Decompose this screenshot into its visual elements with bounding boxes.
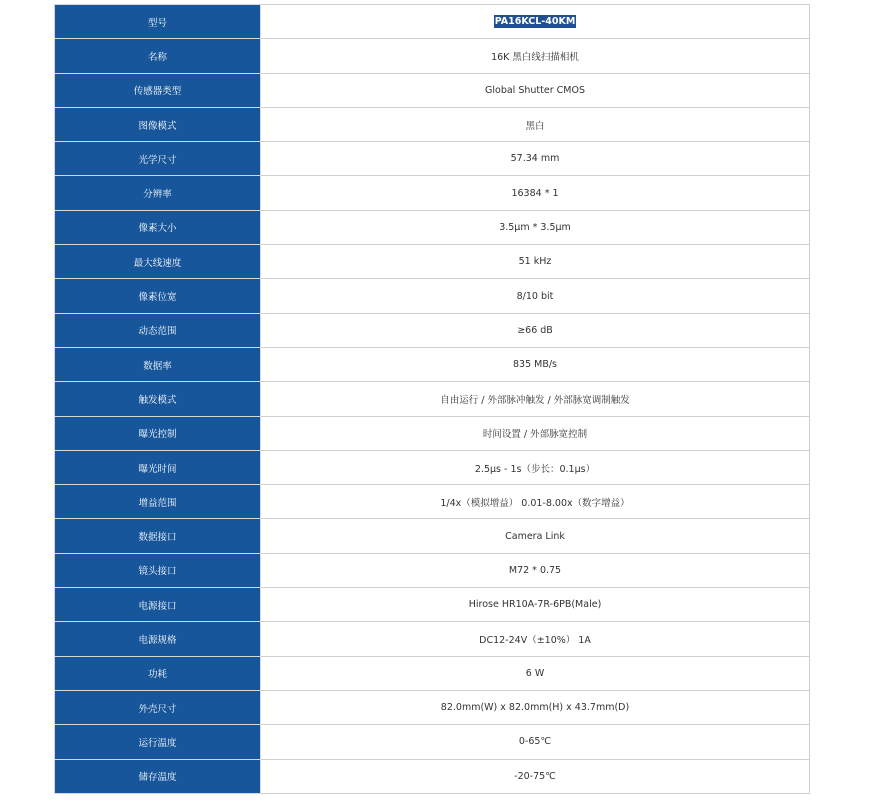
spec-value: 黑白 <box>261 107 810 141</box>
table-row <box>55 347 810 381</box>
table-row <box>55 485 810 519</box>
spec-label: 增益范围 <box>55 485 261 519</box>
spec-value: 8/10 bit <box>261 279 810 313</box>
table-row <box>55 245 810 279</box>
spec-value: 16384 * 1 <box>261 176 810 210</box>
spec-value: 57.34 mm <box>261 142 810 176</box>
spec-value: 2.5μs - 1s（步长：0.1μs） <box>261 450 810 484</box>
table-row <box>55 553 810 587</box>
spec-label: 储存温度 <box>55 759 261 793</box>
table-row <box>55 382 810 416</box>
table-row <box>55 450 810 484</box>
spec-table <box>54 4 810 794</box>
spec-label: 光学尺寸 <box>55 142 261 176</box>
table-row <box>55 142 810 176</box>
spec-label: 传感器类型 <box>55 73 261 107</box>
spec-value: 1/4x（模拟增益） 0.01-8.00x（数字增益） <box>261 485 810 519</box>
spec-value: 时间设置 / 外部脉宽控制 <box>261 416 810 450</box>
table-row <box>55 759 810 793</box>
spec-label: 名称 <box>55 39 261 73</box>
spec-value: 835 MB/s <box>261 347 810 381</box>
spec-label: 镜头接口 <box>55 553 261 587</box>
table-row <box>55 725 810 759</box>
spec-value: Hirose HR10A-7R-6PB(Male) <box>261 588 810 622</box>
spec-label: 分辨率 <box>55 176 261 210</box>
spec-label: 曝光控制 <box>55 416 261 450</box>
table-row <box>55 176 810 210</box>
spec-label: 电源接口 <box>55 588 261 622</box>
spec-label: 电源规格 <box>55 622 261 656</box>
table-row <box>55 519 810 553</box>
spec-value: Camera Link <box>261 519 810 553</box>
table-row <box>55 39 810 73</box>
spec-value: 自由运行 / 外部脉冲触发 / 外部脉宽调制触发 <box>261 382 810 416</box>
spec-label: 外壳尺寸 <box>55 690 261 724</box>
spec-label: 型号 <box>55 5 261 39</box>
spec-label: 动态范围 <box>55 313 261 347</box>
table-row <box>55 5 810 39</box>
spec-label: 功耗 <box>55 656 261 690</box>
table-row <box>55 313 810 347</box>
table-row <box>55 210 810 244</box>
spec-label: 数据率 <box>55 347 261 381</box>
spec-label: 运行温度 <box>55 725 261 759</box>
spec-label: 数据接口 <box>55 519 261 553</box>
table-row <box>55 622 810 656</box>
spec-label: 图像模式 <box>55 107 261 141</box>
table-row <box>55 107 810 141</box>
spec-label: 触发模式 <box>55 382 261 416</box>
spec-value: DC12-24V（±10%） 1A <box>261 622 810 656</box>
spec-label: 像素大小 <box>55 210 261 244</box>
spec-label: 最大线速度 <box>55 245 261 279</box>
table-row <box>55 279 810 313</box>
spec-label: 像素位宽 <box>55 279 261 313</box>
spec-label: 曝光时间 <box>55 450 261 484</box>
table-row <box>55 656 810 690</box>
spec-value: -20-75℃ <box>261 759 810 793</box>
spec-value: ≥66 dB <box>261 313 810 347</box>
table-row <box>55 690 810 724</box>
spec-value: 16K 黑白线扫描相机 <box>261 39 810 73</box>
spec-value: Global Shutter CMOS <box>261 73 810 107</box>
spec-value: 51 kHz <box>261 245 810 279</box>
table-row <box>55 588 810 622</box>
spec-value: M72 * 0.75 <box>261 553 810 587</box>
model-number-selected[interactable]: PA16KCL-40KM <box>494 16 576 28</box>
spec-value: 82.0mm(W) x 82.0mm(H) x 43.7mm(D) <box>261 690 810 724</box>
spec-value: 0-65℃ <box>261 725 810 759</box>
table-row <box>55 73 810 107</box>
spec-value: 3.5μm * 3.5μm <box>261 210 810 244</box>
spec-value <box>261 5 810 39</box>
table-row <box>55 416 810 450</box>
spec-value: 6 W <box>261 656 810 690</box>
